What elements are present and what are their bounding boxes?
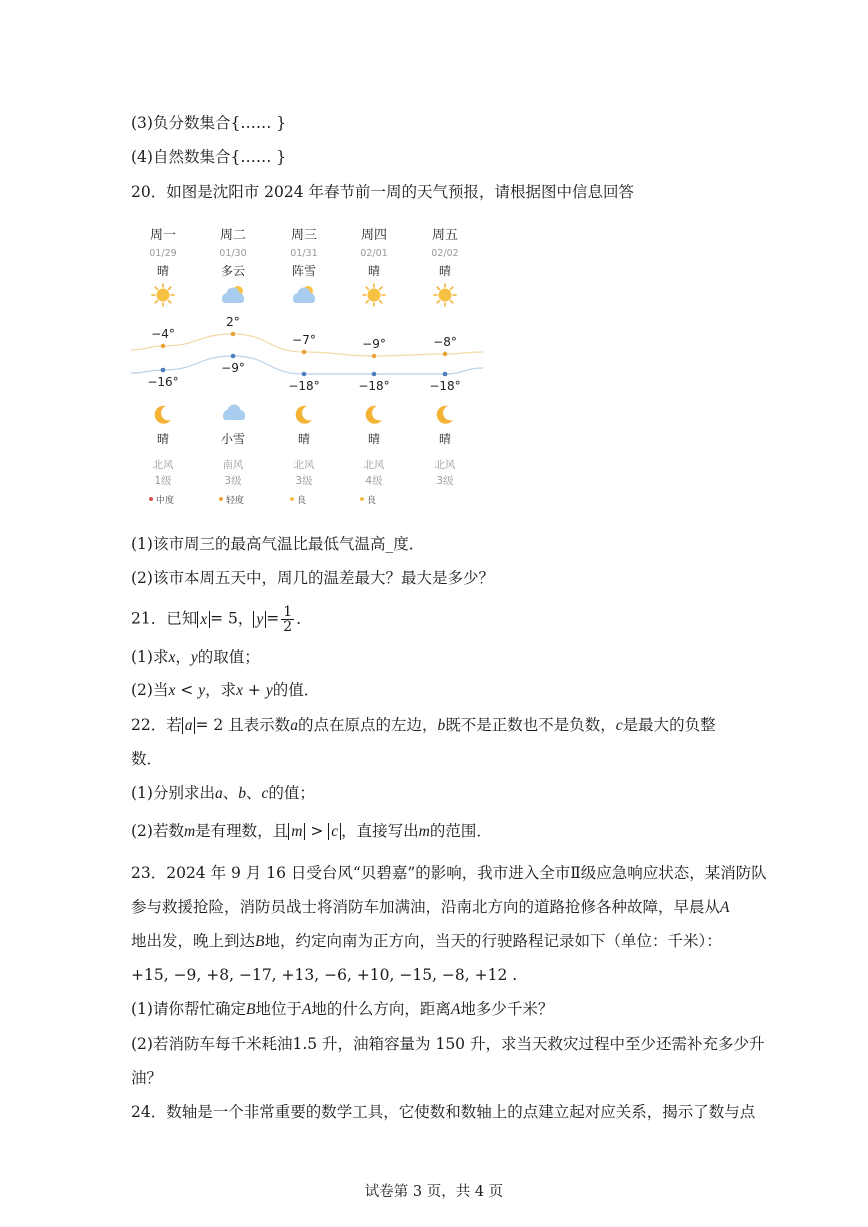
wind-direction: 北风 (434, 459, 456, 471)
q21-sub2-y2: y (265, 682, 273, 699)
q21-sub1-b: ， (175, 648, 191, 666)
wind-direction: 南风 (222, 459, 244, 471)
q23-sub1-d: 地多少千米？ (460, 1000, 554, 1018)
low-temp-label: −18° (358, 379, 390, 393)
q22-sub1-sep1: 、 (222, 784, 239, 802)
q22-sub2-m2: m (418, 823, 430, 840)
high-temp-point (302, 350, 307, 355)
q23-sub1-c: 地的什么方向，距离 (311, 1000, 451, 1018)
q23-sub1-b: 地位于 (255, 1000, 302, 1018)
q21-sub2-y1: y (198, 682, 206, 699)
q22-sub2-a: (2)若数 (131, 822, 184, 840)
high-temp-point (231, 332, 236, 337)
high-temp-label: −7° (292, 333, 316, 347)
low-temp-line (131, 356, 483, 374)
q21-sub2 (131, 679, 319, 702)
q22-sub2 (131, 820, 492, 843)
q21-sub2-lt: < (175, 681, 199, 699)
q22-l1-b: = 2 且表示数 (195, 716, 291, 734)
q21-sub1-y: y (190, 649, 198, 666)
q21-sub2-x2: x (236, 682, 243, 699)
q22-l1-b-var: b (437, 717, 446, 734)
day-date: 01/31 (290, 248, 318, 259)
q22-l1-c-var: c (615, 717, 623, 734)
day-weather: 阵雪 (291, 264, 317, 278)
wind-direction: 北风 (152, 459, 174, 471)
page-footer: 试卷第 3 页，共 4 页 (364, 1184, 504, 1200)
q22-l1-e: 是最大的负整 (622, 716, 716, 734)
high-temp-point (443, 352, 448, 357)
day-weather: 晴 (367, 264, 381, 278)
low-temp-point (372, 372, 377, 377)
wind-direction: 北风 (293, 459, 315, 471)
q22-sub2-c: ，直接写出 (341, 822, 419, 840)
moon-icon (366, 406, 382, 424)
q22-sub2-b: 是有理数，且 (195, 822, 289, 840)
cloud-snow-icon (223, 405, 245, 421)
day-weather: 多云 (220, 264, 246, 278)
q22-sub2-gt: > (305, 822, 329, 840)
low-temp-point (231, 354, 236, 359)
aqi-dot (290, 497, 294, 501)
q21-sub1-x: x (168, 649, 176, 666)
q23-distance-records: +15, −9, +8, −17, +13, −6, +10, −15, −8, +12 . (131, 966, 518, 984)
q21-sub2-c: 的值． (272, 681, 320, 699)
q21-eq2: = (266, 609, 280, 628)
high-temp-label: 2° (226, 315, 240, 329)
moon-icon (155, 406, 171, 424)
q19-item-4-blank: …… } (240, 148, 287, 166)
high-temp-point (372, 354, 377, 359)
q21-end: ． (296, 609, 312, 628)
low-temp-point (161, 368, 166, 373)
aqi-dot (360, 497, 364, 501)
q24-stem-line1: 24．数轴是一个非常重要的数学工具，它使数和数轴上的点建立起对应关系，揭示了数与点 (131, 1103, 756, 1121)
high-temp-point (161, 344, 166, 349)
q23-sub1-a: (1)请你帮忙确定 (131, 1000, 246, 1018)
aqi-label: 良 (367, 496, 377, 506)
day-weather: 晴 (156, 264, 170, 278)
q20-sub2: (2)该市本周五天中，周几的温差最大？最大是多少？ (131, 569, 494, 587)
q23-l3-a: 地出发，晚上到达 (131, 932, 256, 950)
low-temp-label: −18° (429, 379, 461, 393)
moon-icon (437, 406, 453, 424)
q21-sub1-a: (1)求 (131, 648, 169, 666)
weather-forecast-svg (131, 222, 483, 512)
high-temp-label: −8° (433, 335, 457, 349)
q22-sub1 (131, 782, 315, 805)
night-weather: 晴 (156, 432, 170, 446)
night-weather: 晴 (297, 432, 311, 446)
q21-sub2-b: ，求 (205, 681, 237, 699)
q22-sub1-b-var: b (238, 785, 246, 802)
day-name: 周二 (219, 228, 247, 243)
moon-icon (296, 406, 312, 424)
q21-fraction-num: 1 (283, 604, 293, 620)
sun-icon (434, 284, 456, 306)
low-temp-label: −9° (221, 361, 245, 375)
low-temp-label: −18° (288, 379, 320, 393)
q22-stem-line1 (131, 714, 716, 737)
q21-abs-y: y (253, 611, 266, 628)
q23-l3-b: 地，约定向南为正方向，当天的行驶路程记录如下（单位：千米）： (264, 932, 722, 950)
wind-level: 3级 (436, 475, 454, 487)
q22-sub1-a-var: a (214, 785, 223, 802)
q21-fraction-den: 2 (283, 619, 293, 635)
q21-prefix: 21．已知 (131, 609, 198, 628)
wind-level: 1级 (154, 475, 172, 487)
day-name: 周一 (149, 228, 177, 243)
q23-stem-line3 (131, 930, 722, 953)
q22-sub2-d: 的范围． (429, 822, 492, 840)
q22-abs-c: c (328, 823, 341, 840)
wind-level: 4级 (365, 475, 383, 487)
aqi-label: 良 (297, 496, 307, 506)
q19-item-3-label: (3)负分数集合{ (131, 114, 241, 132)
wind-direction: 北风 (363, 459, 385, 471)
q23-sub1-B: B (245, 1001, 256, 1018)
wind-level: 3级 (295, 475, 313, 487)
high-temp-label: −9° (362, 337, 386, 351)
q23-sub1 (131, 998, 553, 1021)
q22-sub1-a: (1)分别求出 (131, 784, 215, 802)
q21-stem (131, 605, 312, 634)
q23-l2-a: 参与救援抢险，消防员战士将消防车加满油，沿南北方向的道路抢修各种故障，早晨从 (131, 898, 721, 916)
q23-sub2-line2: 油？ (131, 1069, 163, 1087)
q21-sub1 (131, 646, 260, 669)
aqi-label: 轻度 (226, 496, 245, 506)
q22-sub2-m1: m (183, 823, 196, 840)
high-temp-label: −4° (151, 327, 175, 341)
day-date: 02/01 (360, 248, 388, 259)
night-weather: 小雪 (220, 432, 246, 446)
q23-l2-A: A (720, 899, 730, 916)
q23-sub1-A1: A (301, 1001, 312, 1018)
low-temp-point (302, 372, 307, 377)
night-weather: 晴 (438, 432, 452, 446)
q22-sub1-b: 的值； (268, 784, 315, 802)
q23-sub1-A2: A (450, 1001, 461, 1018)
day-name: 周五 (431, 228, 459, 243)
q19-item-4 (131, 146, 286, 168)
aqi-dot (219, 497, 223, 501)
sun-icon (363, 284, 385, 306)
q19-item-3 (131, 112, 286, 134)
q23-stem-line2 (131, 896, 729, 919)
sun-icon (152, 284, 174, 306)
day-date: 02/02 (431, 248, 459, 259)
q22-abs-m: m (288, 823, 305, 840)
q20-sub1: (1)该市周三的最高气温比最低气温高_度． (131, 535, 425, 553)
q22-sub1-c-var: c (261, 785, 269, 802)
q21-eq1: = 5， (210, 609, 254, 628)
q19-item-3-blank: …… } (240, 114, 287, 132)
q22-sub1-sep2: 、 (245, 784, 262, 802)
day-name: 周三 (290, 228, 318, 243)
q21-abs-x: x (197, 611, 210, 628)
q21-sub2-plus: + (243, 681, 266, 699)
low-temp-label: −16° (147, 375, 179, 389)
q20-stem: 20．如图是沈阳市 2024 年春节前一周的天气预报，请根据图中信息回答 (131, 183, 635, 201)
aqi-dot (149, 497, 153, 501)
q21-sub1-c: 的取值； (197, 648, 260, 666)
q23-l3-B: B (255, 933, 265, 950)
q22-l1-c: 的点在原点的左边， (297, 716, 438, 734)
day-date: 01/29 (149, 248, 177, 259)
q22-stem-line2: 数． (131, 750, 163, 768)
aqi-label: 中度 (156, 496, 175, 506)
q21-sub2-x1: x (168, 682, 176, 699)
q19-item-4-label: (4)自然数集合{ (131, 148, 241, 166)
day-name: 周四 (360, 228, 388, 243)
q22-l1-d: 既不是正数也不是负数， (445, 716, 616, 734)
night-weather: 晴 (367, 432, 381, 446)
low-temp-point (443, 372, 448, 377)
q23-stem-line1: 23．2024 年 9 月 16 日受台风“贝碧嘉”的影响，我市进入全市Ⅱ级应急响应状态，某消防队 (131, 864, 767, 882)
q22-l1-a: 22．若 (131, 716, 182, 734)
q21-sub2-a: (2)当 (131, 681, 169, 699)
q21-fraction (281, 605, 294, 634)
q22-abs-a: a (182, 717, 196, 734)
q23-sub2-line1: (2)若消防车每千米耗油1.5 升，油箱容量为 150 升，求当天救灾过程中至少还需补充多少升 (131, 1035, 765, 1053)
weather-forecast-figure (131, 222, 483, 512)
day-weather: 晴 (438, 264, 452, 278)
day-date: 01/30 (219, 248, 247, 259)
wind-level: 3级 (224, 475, 242, 487)
q22-l1-a-var: a (290, 717, 298, 734)
